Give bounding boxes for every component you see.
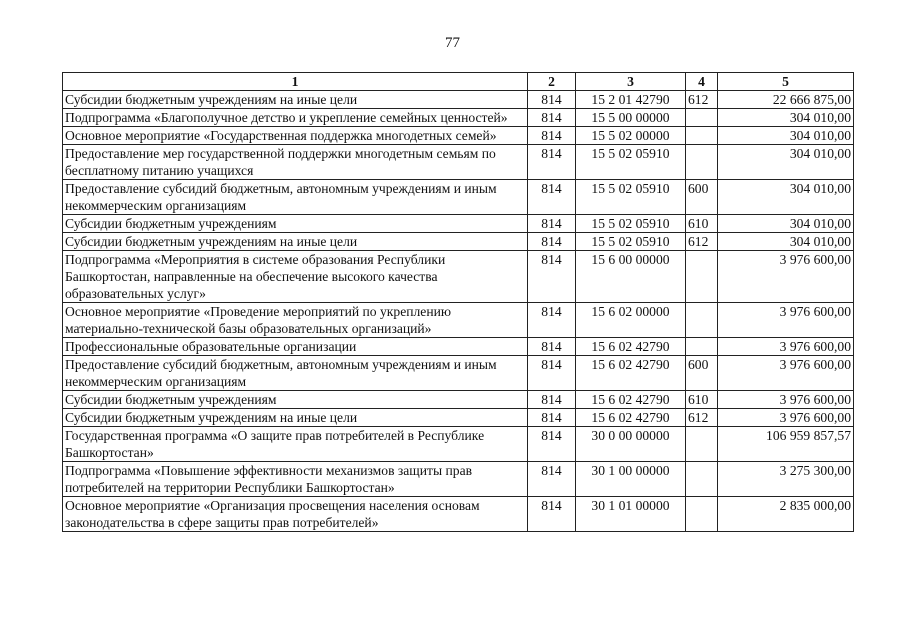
table-body <box>63 91 854 532</box>
table-row <box>63 127 854 145</box>
row-ministry-code: 814 <box>528 391 576 409</box>
row-expense-type: 612 <box>686 91 718 109</box>
row-amount: 3 275 300,00 <box>718 462 854 497</box>
row-ministry-code: 814 <box>528 497 576 532</box>
row-target-article: 15 6 02 42790 <box>576 356 686 391</box>
row-amount: 3 976 600,00 <box>718 356 854 391</box>
row-expense-type <box>686 127 718 145</box>
table-row <box>63 338 854 356</box>
row-ministry-code: 814 <box>528 91 576 109</box>
row-name: Субсидии бюджетным учреждениям на иные цели <box>63 233 528 251</box>
row-ministry-code: 814 <box>528 215 576 233</box>
row-ministry-code: 814 <box>528 145 576 180</box>
row-name: Государственная программа «О защите прав потребителей в Республике Башкортостан» <box>63 427 528 462</box>
row-expense-type: 600 <box>686 180 718 215</box>
row-name: Подпрограмма «Благополучное детство и укрепление семейных ценностей» <box>63 109 528 127</box>
table-row <box>63 356 854 391</box>
page-number: 77 <box>445 35 460 51</box>
row-amount: 3 976 600,00 <box>718 338 854 356</box>
row-amount: 304 010,00 <box>718 127 854 145</box>
row-name: Субсидии бюджетным учреждениям на иные цели <box>63 91 528 109</box>
row-target-article: 15 5 02 00000 <box>576 127 686 145</box>
table-row <box>63 427 854 462</box>
budget-table <box>62 72 854 532</box>
table-row <box>63 215 854 233</box>
row-target-article: 15 2 01 42790 <box>576 91 686 109</box>
row-amount: 22 666 875,00 <box>718 91 854 109</box>
row-name: Предоставление мер государственной поддержки многодетным семьям по бесплатному питанию учащихся <box>63 145 528 180</box>
row-target-article: 15 5 00 00000 <box>576 109 686 127</box>
row-name: Подпрограмма «Мероприятия в системе образования Республики Башкортостан, направленные на обеспечение высокого качества образовательных услуг» <box>63 251 528 303</box>
row-ministry-code: 814 <box>528 127 576 145</box>
row-name: Профессиональные образовательные организации <box>63 338 528 356</box>
row-target-article: 15 5 02 05910 <box>576 215 686 233</box>
row-target-article: 15 6 02 42790 <box>576 409 686 427</box>
table-row <box>63 91 854 109</box>
row-ministry-code: 814 <box>528 109 576 127</box>
row-name: Субсидии бюджетным учреждениям <box>63 391 528 409</box>
row-expense-type <box>686 462 718 497</box>
row-amount: 304 010,00 <box>718 145 854 180</box>
row-amount: 106 959 857,57 <box>718 427 854 462</box>
row-ministry-code: 814 <box>528 233 576 251</box>
table-row <box>63 409 854 427</box>
row-expense-type: 610 <box>686 215 718 233</box>
row-target-article: 15 5 02 05910 <box>576 180 686 215</box>
row-name: Основное мероприятие «Проведение мероприятий по укреплению материально-технической базы образовательных организаций» <box>63 303 528 338</box>
row-amount: 304 010,00 <box>718 233 854 251</box>
row-expense-type: 600 <box>686 356 718 391</box>
row-ministry-code: 814 <box>528 409 576 427</box>
row-target-article: 15 6 02 42790 <box>576 391 686 409</box>
column-header-1: 1 <box>63 73 528 91</box>
row-name: Основное мероприятие «Государственная поддержка многодетных семей» <box>63 127 528 145</box>
row-expense-type <box>686 303 718 338</box>
row-ministry-code: 814 <box>528 462 576 497</box>
row-target-article: 15 6 02 42790 <box>576 338 686 356</box>
row-amount: 304 010,00 <box>718 109 854 127</box>
row-expense-type <box>686 109 718 127</box>
column-header-5: 5 <box>718 73 854 91</box>
table-row <box>63 462 854 497</box>
row-target-article: 30 1 01 00000 <box>576 497 686 532</box>
row-expense-type: 612 <box>686 233 718 251</box>
row-ministry-code: 814 <box>528 251 576 303</box>
row-name: Предоставление субсидий бюджетным, автономным учреждениям и иным некоммерческим организациям <box>63 356 528 391</box>
row-target-article: 15 5 02 05910 <box>576 233 686 251</box>
table-row <box>63 391 854 409</box>
row-ministry-code: 814 <box>528 427 576 462</box>
row-target-article: 15 5 02 05910 <box>576 145 686 180</box>
row-name: Подпрограмма «Повышение эффективности механизмов защиты прав потребителей на территории Республики Башкортостан» <box>63 462 528 497</box>
row-ministry-code: 814 <box>528 356 576 391</box>
row-amount: 3 976 600,00 <box>718 409 854 427</box>
column-header-4: 4 <box>686 73 718 91</box>
row-name: Субсидии бюджетным учреждениям <box>63 215 528 233</box>
row-amount: 304 010,00 <box>718 215 854 233</box>
table-row <box>63 233 854 251</box>
table-row <box>63 109 854 127</box>
row-expense-type <box>686 145 718 180</box>
row-target-article: 15 6 00 00000 <box>576 251 686 303</box>
table-header-row <box>63 73 854 91</box>
row-ministry-code: 814 <box>528 303 576 338</box>
row-expense-type <box>686 497 718 532</box>
row-name: Основное мероприятие «Организация просвещения населения основам законодательства в сфере защиты прав потребителей» <box>63 497 528 532</box>
table-row <box>63 251 854 303</box>
table-row <box>63 303 854 338</box>
row-amount: 304 010,00 <box>718 180 854 215</box>
table-row <box>63 497 854 532</box>
row-target-article: 30 0 00 00000 <box>576 427 686 462</box>
row-expense-type <box>686 251 718 303</box>
row-target-article: 30 1 00 00000 <box>576 462 686 497</box>
row-name: Субсидии бюджетным учреждениям на иные цели <box>63 409 528 427</box>
table-row <box>63 180 854 215</box>
table-row <box>63 145 854 180</box>
row-ministry-code: 814 <box>528 338 576 356</box>
column-header-3: 3 <box>576 73 686 91</box>
row-amount: 3 976 600,00 <box>718 303 854 338</box>
row-amount: 3 976 600,00 <box>718 251 854 303</box>
row-expense-type: 612 <box>686 409 718 427</box>
column-header-2: 2 <box>528 73 576 91</box>
row-name: Предоставление субсидий бюджетным, автономным учреждениям и иным некоммерческим организациям <box>63 180 528 215</box>
row-amount: 2 835 000,00 <box>718 497 854 532</box>
row-expense-type <box>686 338 718 356</box>
row-ministry-code: 814 <box>528 180 576 215</box>
row-target-article: 15 6 02 00000 <box>576 303 686 338</box>
row-expense-type <box>686 427 718 462</box>
row-amount: 3 976 600,00 <box>718 391 854 409</box>
row-expense-type: 610 <box>686 391 718 409</box>
